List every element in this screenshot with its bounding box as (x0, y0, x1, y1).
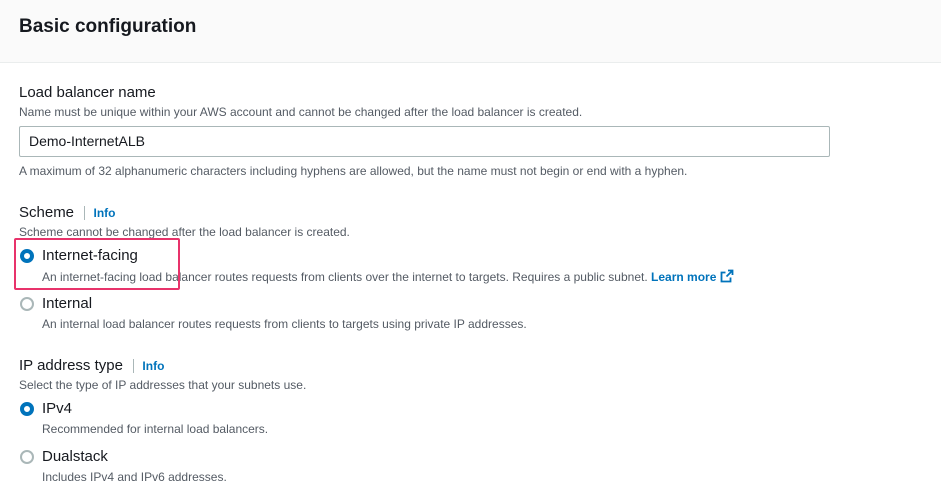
dualstack-description: Includes IPv4 and IPv6 addresses. (42, 470, 227, 484)
name-label: Load balancer name (19, 84, 156, 101)
name-description: Name must be unique within your AWS account and cannot be changed after the load balancer is created. (19, 105, 583, 119)
dualstack-label[interactable]: Dualstack (42, 448, 108, 465)
scheme-info-link[interactable]: Info (84, 206, 115, 220)
ipv4-label[interactable]: IPv4 (42, 400, 73, 417)
scheme-label-row (19, 204, 115, 222)
dualstack-radio[interactable] (20, 450, 34, 464)
load-balancer-name-input[interactable] (29, 133, 809, 149)
internal-description: An internal load balancer routes requests from clients to targets using private IP addresses. (42, 317, 527, 331)
ip-type-label: IP address type (19, 357, 123, 374)
ip-type-info-link[interactable]: Info (133, 359, 164, 373)
internal-label[interactable]: Internal (42, 295, 93, 312)
ip-type-label-row (19, 357, 164, 375)
ipv4-description: Recommended for internal load balancers. (42, 422, 269, 436)
name-input-container[interactable] (19, 126, 830, 157)
name-constraint: A maximum of 32 alphanumeric characters including hyphens are allowed, but the name must not begin or end with a hyphen. (19, 164, 688, 178)
highlight-box (14, 238, 180, 290)
external-link-icon[interactable] (720, 269, 734, 286)
internal-radio[interactable] (20, 297, 34, 311)
learn-more-link[interactable]: Learn more (651, 270, 717, 284)
section-header (0, 0, 941, 63)
internet-facing-label[interactable]: Internet-facing (42, 247, 138, 264)
scheme-description: Scheme cannot be changed after the load balancer is created. (19, 225, 350, 239)
internet-facing-description-text: An internet-facing load balancer routes requests from clients over the internet to targets. Requires a public subnet. (42, 270, 648, 284)
scheme-label: Scheme (19, 204, 75, 221)
section-title: Basic configuration (19, 16, 197, 37)
ipv4-radio[interactable] (20, 402, 34, 416)
ip-type-description: Select the type of IP addresses that your subnets use. (19, 378, 307, 392)
